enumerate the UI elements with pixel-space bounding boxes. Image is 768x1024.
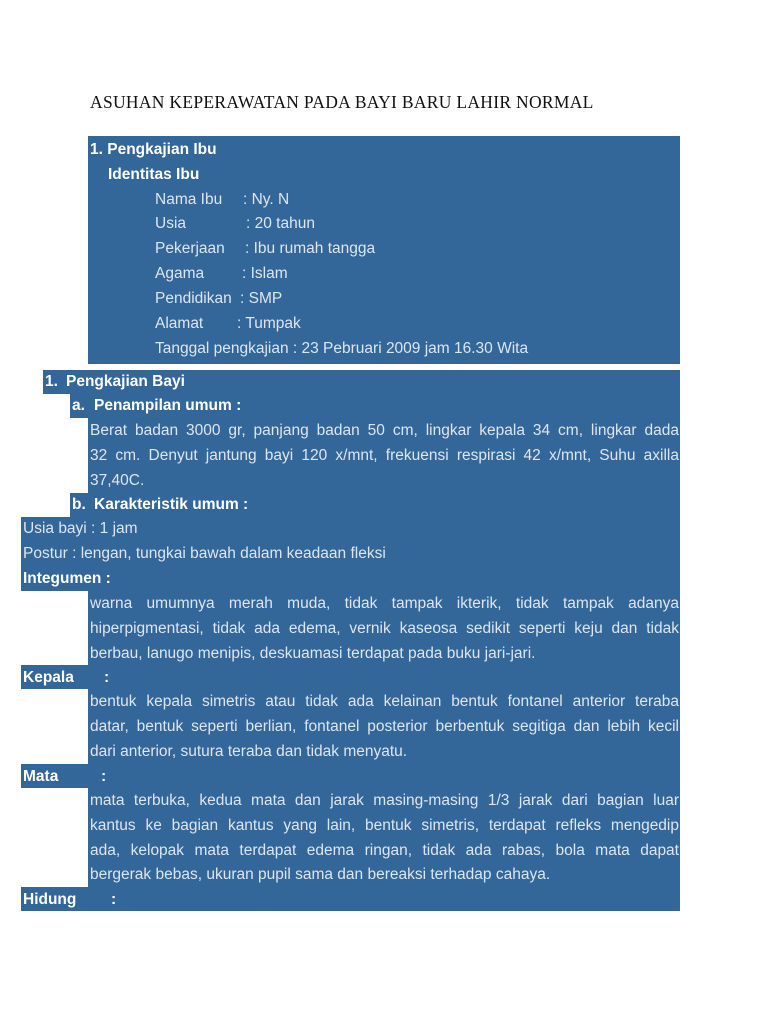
- paragraph-line: kantus ke bagian kantus yang lain, bentuk simetris, terdapat refleks mengedip: [90, 816, 679, 834]
- field-value: : Ny. N: [243, 191, 290, 208]
- ibu-heading: 1. Pengkajian Ibu: [90, 141, 217, 158]
- mata-colon: :: [101, 768, 107, 785]
- field-label: Alamat: [155, 315, 204, 332]
- field-label: Pendidikan: [155, 290, 232, 307]
- kepala-colon: :: [104, 669, 110, 686]
- mata-label: Mata: [23, 768, 59, 785]
- hidung-label: Hidung: [23, 891, 77, 908]
- integumen-label: Integumen :: [23, 570, 111, 587]
- penampilan-title: Penampilan umum :: [94, 397, 242, 414]
- mata-label-block: [21, 764, 680, 788]
- kepala-label: Kepala: [23, 669, 74, 686]
- usia-bayi: Usia bayi : 1 jam: [23, 520, 138, 537]
- ibu-subheading: Identitas Ibu: [108, 166, 200, 183]
- kepala-label-block: [21, 665, 680, 689]
- paragraph-line: hiperpigmentasi, tidak ada edema, vernik kaseosa sedikit seperti keju dan tidak: [90, 619, 679, 637]
- field-label: Nama Ibu: [155, 191, 223, 208]
- paragraph-line: warna umumnya merah muda, tidak tampak ikterik, tidak tampak adanya: [90, 595, 679, 612]
- hidung-label-block: [21, 887, 680, 911]
- field-value: : Tumpak: [237, 315, 301, 332]
- karakteristik-title: Karakteristik umum :: [94, 496, 249, 513]
- kepala-paragraph: [90, 690, 679, 764]
- bayi-heading: Pengkajian Bayi: [66, 373, 185, 390]
- hidung-colon: :: [111, 891, 117, 908]
- penampilan-paragraph: [90, 419, 679, 493]
- field-label: Usia: [155, 215, 187, 232]
- paragraph-line: Berat badan 3000 gr, panjang badan 50 cm, lingkar kepala 34 cm, lingkar dada: [90, 422, 679, 439]
- paragraph-line: mata terbuka, kedua mata dan jarak masing-masing 1/3 jarak dari bagian luar: [90, 792, 679, 809]
- field-value: : Ibu rumah tangga: [245, 240, 376, 257]
- postur: Postur : lengan, tungkai bawah dalam keadaan fleksi: [23, 545, 386, 562]
- paragraph-line: 32 cm. Denyut jantung bayi 120 x/mnt, frekuensi respirasi 42 x/mnt, Suhu axilla: [90, 446, 679, 464]
- field-value: : Islam: [242, 265, 288, 282]
- paragraph-line: datar, bentuk seperti berlian, fontanel posterior berbentuk segitiga dan lebih kecil: [90, 717, 679, 735]
- field-label: Agama: [155, 265, 205, 282]
- paragraph-line: bentuk kepala simetris atau tidak ada kelainan bentuk fontanel anterior teraba: [90, 693, 679, 710]
- paragraph-line: 37,40C.: [90, 471, 145, 489]
- bayi-heading-number: 1.: [45, 373, 58, 390]
- karakteristik-letter: b.: [72, 496, 86, 513]
- paragraph-line: bergerak bebas, ukuran pupil sama dan bereaksi terhadap cahaya.: [90, 866, 551, 884]
- paragraph-line: ada, kelopak mata terdapat edema ringan, tidak ada rabas, bola mata dapat: [90, 841, 679, 859]
- paragraph-line: dari anterior, sutura teraba dan tidak menyatu.: [90, 742, 408, 760]
- tanggal-pengkajian: Tanggal pengkajian : 23 Pebruari 2009 jam 16.30 Wita: [155, 340, 529, 357]
- document-title: ASUHAN KEPERAWATAN PADA BAYI BARU LAHIR NORMAL: [90, 92, 594, 112]
- paragraph-line: berbau, lanugo menipis, deskuamasi terdapat pada buku jari-jari.: [90, 644, 536, 662]
- integumen-paragraph: [90, 592, 679, 666]
- mata-paragraph: [90, 789, 679, 888]
- penampilan-letter: a.: [72, 397, 85, 414]
- field-value: : 20 tahun: [246, 215, 315, 232]
- field-label: Pekerjaan: [155, 240, 225, 257]
- field-value: : SMP: [240, 290, 283, 307]
